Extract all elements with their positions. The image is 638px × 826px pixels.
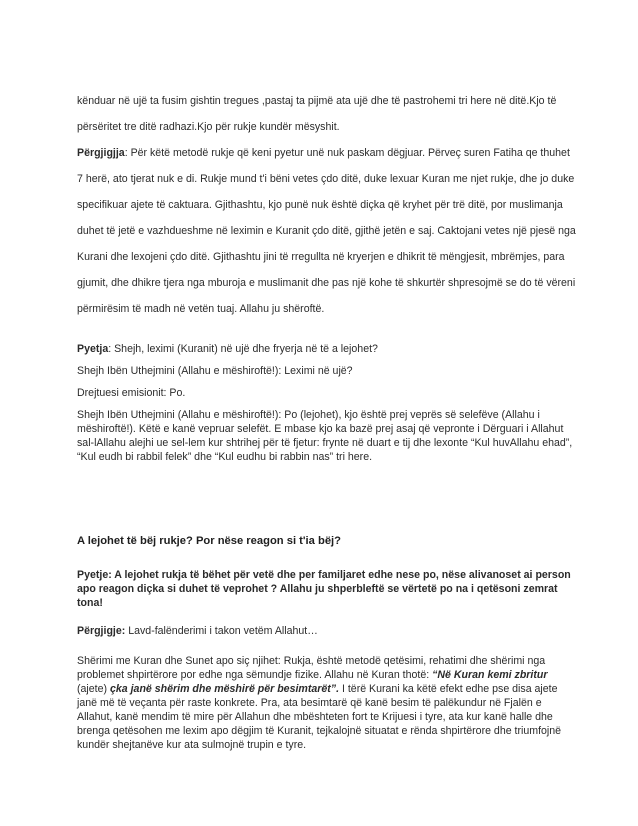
quran-quote-2: çka janë shërim dhe mëshirë për besimtarët”.	[109, 683, 340, 695]
answer-2-text: Lavd-falënderimi i takon vetëm Allahut…	[125, 625, 318, 637]
paragraph-question-2	[77, 342, 577, 356]
answer-label: Përgjigjja	[77, 147, 125, 159]
paragraph-sheikh-2: Shejh Ibën Uthejmini (Allahu e mëshiroftë!): Po (lejohet), kjo është prej veprës së selefëve (Allahu i mëshiroftë!). Këtë e kanë vepruar selefët. E mbase kjo ka bazë prej asaj që vepronte i Dërguari i Allahut sal-lAllahu alejhi ue sel-lem kur shtrihej për të fjetur: frynte në duart e tij dhe lexonte “Kul huvAllahu ehad”, “Kul eudh bi rabbil felek” dhe “Kul eudhu bi rabbin nas” tri here.	[77, 409, 573, 463]
paragraph-healing	[77, 654, 577, 752]
paragraph-answer-label	[77, 624, 577, 638]
healing-text-a: Shërimi me Kuran dhe Sunet apo siç njihet: Rukja, është metodë qetësimi, rehatimi dhe shërimi nga problemet shpirtërore por edhe nga sëmundje fizike. Allahu në Kuran thotë:	[77, 655, 546, 681]
paragraph-question-3: Pyetje: A lejohet rukja të bëhet për vetë dhe per familjaret edhe nese po, nëse alivanoset ai person apo reagon diçka si duhet të veprohet ? Allahu ju shperbleftë se vërtetë po na i qetësoni zemrat tona!	[77, 569, 571, 609]
paragraph-host: Drejtuesi emisionit: Po.	[77, 387, 186, 399]
paragraph-sheikh-1: Shejh Ibën Uthejmini (Allahu e mëshiroftë!): Leximi në ujë?	[77, 365, 353, 377]
answer-text: : Për këtë metodë rukje që keni pyetur unë nuk paskam dëgjuar. Përveç suren Fatiha qe thuhet 7 herë, ato tjerat nuk e di. Rukje mund t'i bëni vetes çdo ditë, duke lexuar Kuran me njet rukje, dhe jo duke specifikuar ajete të caktuara. Gjithashtu, kjo punë nuk është diçka që kryhet për trë ditë, por muslimanja duhet të jetë e vazhdueshme në leximin e Kuranit çdo ditë, gjithë jetën e saj. Caktojani vetes një pjesë nga Kurani dhe lexojeni çdo ditë. Gjithashtu jini të rregullta në kryerjen e dhikrit të mëngjesit, mbrëmjes, para gjumit, dhe dhikre tjera nga mburoja e muslimanit dhe pas një kohe të shkurtër shpresojmë se do të vëreni përmirësim të madh në vetën tuaj. Allahu ju shëroftë.	[77, 147, 576, 315]
question-text: : Shejh, leximi (Kuranit) në ujë dhe fryerja në të a lejohet?	[108, 343, 378, 355]
answer-2-label: Përgjigje:	[77, 625, 126, 637]
healing-text-b: (ajete)	[77, 683, 110, 695]
healing-text-c: I tërë Kurani ka këtë efekt edhe pse disa ajete janë më të veçanta për raste konkrete. Pra, ata besimtarë që kanë besim të palëkundur në Fjalën e Allahut, kanë mendim të mire për Allahun dhe mbështeten fort te Krijuesi i tyre, ata kur kanë halle dhe brenga qetësohen me lexim apo dëgjim të Kuranit, tejkalojnë situatat e rënda shpirtërore dhe triumfojnë kundër shejtanëve kur ata sulmojnë trupin e tyre.	[77, 683, 562, 751]
section-heading: A lejohet të bëj rukje? Por nëse reagon si t'ia bëj?	[77, 535, 341, 547]
quran-quote-1: “Në Kuran kemi zbritur	[432, 669, 548, 681]
paragraph-ritual: kënduar në ujë ta fusim gishtin tregues ,pastaj ta pijmë ata ujë dhe të pastrohemi tri here në ditë.Kjo të përsëritet tre ditë radhazi.Kjo për rukje kundër mësyshit.	[77, 95, 557, 133]
paragraph-answer-1	[77, 140, 577, 322]
question-label: Pyetja	[77, 343, 109, 355]
